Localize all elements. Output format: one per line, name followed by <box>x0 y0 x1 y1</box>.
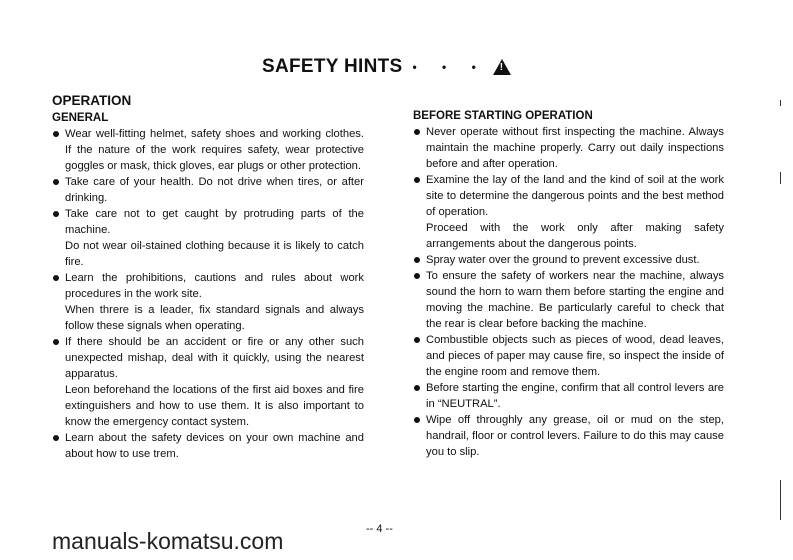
list-item <box>52 174 364 206</box>
list-item <box>52 430 364 462</box>
watermark: manuals-komatsu.com <box>52 528 284 554</box>
list-item <box>413 380 724 412</box>
list-item-text: Wear well-fitting helmet, safety shoes and working clothes. If the nature of the work requires safety, wear protective goggles or mask, thick gloves, ear plugs or other protection. <box>65 128 364 172</box>
title-text: SAFETY HINTS <box>262 56 403 77</box>
list-item-text: Learn the prohibitions, cautions and rules about work procedures in the work site. <box>65 272 364 300</box>
list-item <box>413 124 724 172</box>
list-item <box>413 268 724 332</box>
list-item-text: Take care of your health. Do not drive when tires, or after drinking. <box>65 176 364 204</box>
list-item-text: To ensure the safety of workers near the machine, always sound the horn to warn them before starting the engine and moving the machine. Be particularly careful to check that the rear is clear before backing the machine. <box>426 270 724 330</box>
list-item <box>52 334 364 430</box>
list-item-text: Leon beforehand the locations of the first aid boxes and fire extinguishers and how to use them. It is also important to know the emergency contact system. <box>65 384 364 428</box>
list-item-text: Wipe off throughly any grease, oil or mud on the step, handrail, floor or control levers. Failure to do this may cause you to slip. <box>426 414 724 458</box>
list-item-text: Before starting the engine, confirm that all control levers are in “NEUTRAL”. <box>426 382 724 410</box>
list-item-text: Examine the lay of the land and the kind of soil at the work site to determine the dangerous points and the best method of operation. <box>426 174 724 218</box>
list-item-text: Spray water over the ground to prevent excessive dust. <box>426 254 700 266</box>
subsection-heading: GENERAL <box>52 112 109 124</box>
subsection-heading: BEFORE STARTING OPERATION <box>413 110 593 122</box>
bullet-list <box>52 126 364 462</box>
list-item <box>52 126 364 174</box>
edge-mark <box>780 172 781 184</box>
page-number: -- 4 -- <box>366 523 393 535</box>
list-item-text: Do not wear oil-stained clothing because it is likely to catch fire. <box>65 240 364 268</box>
list-item-text: When threre is a leader, fix standard signals and always follow these signals when operating. <box>65 304 364 332</box>
list-item <box>413 332 724 380</box>
section-heading: OPERATION <box>52 93 132 108</box>
list-item <box>52 270 364 334</box>
bullet-list <box>413 124 724 460</box>
edge-mark <box>780 480 781 520</box>
left-column <box>52 92 364 462</box>
list-item-text: Learn about the safety devices on your own machine and about how to use trem. <box>65 432 364 460</box>
list-item <box>52 206 364 270</box>
list-item-text: Proceed with the work only after making safety arrangements about the dangerous points. <box>426 222 724 250</box>
list-item-text: If there should be an accident or fire or any other such unexpected mishap, deal with it quickly, using the nearest apparatus. <box>65 336 364 380</box>
list-item-text: Take care not to get caught by protruding parts of the machine. <box>65 208 364 236</box>
list-item <box>413 252 724 268</box>
right-column <box>413 108 724 460</box>
list-item-text: Combustible objects such as pieces of wood, dead leaves, and pieces of paper may cause fire, so inspect the inside of the engine room and remove them. <box>426 334 724 378</box>
list-item <box>413 412 724 460</box>
list-item-text: Never operate without first inspecting the machine. Always maintain the machine properly. Carry out daily inspections before and after operation. <box>426 126 724 170</box>
page-title <box>262 56 511 78</box>
list-item <box>413 172 724 252</box>
warning-triangle-icon: ! <box>493 59 511 75</box>
title-dots: • • • <box>412 60 487 74</box>
edge-mark <box>780 100 781 106</box>
